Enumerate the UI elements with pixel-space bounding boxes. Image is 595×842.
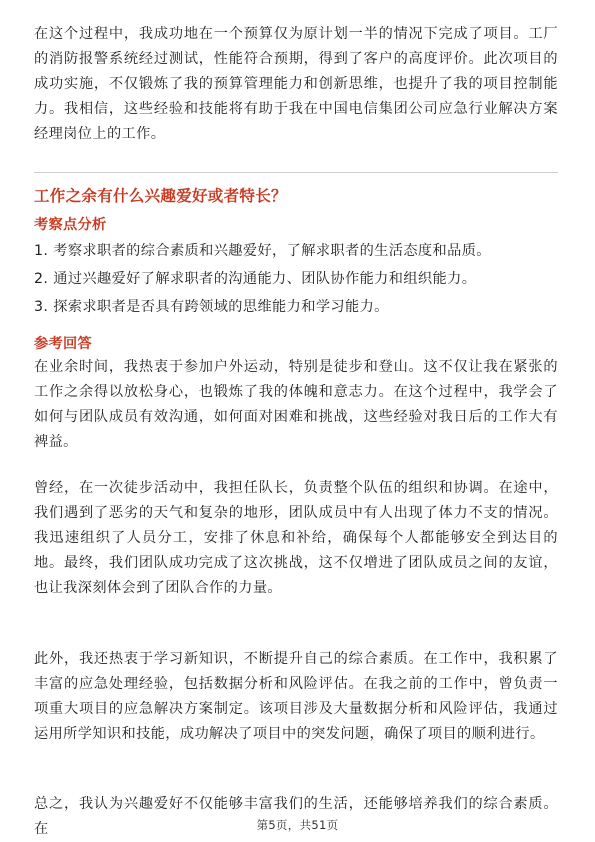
answer-label: 参考回答 [34,336,92,352]
answer-paragraph-2: 曾经，在一次徒步活动中，我担任队长，负责整个队伍的组织和协调。在途中，我们遇到了恶劣的天气和复杂的地形，团队成员中有人出现了体力不支的情况。我迅速组织了人员分工，安排了休息和补给，确保每个人都能够安全到达目的地。最终，我们团队成功完成了这次挑战，这不仅增进了团队成员之间的友谊，也让我深刻体会到了团队合作的力量。 [34,480,558,596]
analysis-item-2: 2. 通过兴趣爱好了解求职者的沟通能力、团队协作能力和组织能力。 [34,271,477,287]
answer-paragraph-1: 在业余时间，我热衷于参加户外运动，特别是徒步和登山。这不仅让我在紧张的工作之余得以放松身心，也锻炼了我的体魄和意志力。在这个过程中，我学会了如何与团队成员有效沟通，如何面对困难和挑战，这些经验对我日后的工作大有裨益。 [34,359,558,450]
answer-paragraph-4: 总之，我认为兴趣爱好不仅能够丰富我们的生活，还能够培养我们的综合素质。在 [34,796,558,837]
analysis-label: 考察点分析 [34,217,107,233]
analysis-item-1: 1. 考察求职者的综合素质和兴趣爱好，了解求职者的生活态度和品质。 [34,243,491,259]
intro-paragraph: 在这个过程中，我成功地在一个预算仅为原计划一半的情况下完成了项目。工厂的消防报警系统经过测试，性能符合预期，得到了客户的高度评价。此次项目的成功实施，不仅锻炼了我的预算管理能力和创新思维，也提升了我的项目控制能力。我相信，这些经验和技能将有助于我在中国电信集团公司应急行业解决方案经理岗位上的工作。 [34,26,558,142]
section-divider [34,172,558,173]
interview-question: 工作之余有什么兴趣爱好或者特长？ [34,187,287,205]
answer-paragraph-3: 此外，我还热衷于学习新知识，不断提升自己的综合素质。在工作中，我积累了丰富的应急处理经验，包括数据分析和风险评估。在我之前的工作中，曾负责一项重大项目的应急解决方案制定。该项目涉及大量数据分析和风险评估，我通过运用所学知识和技能，成功解决了项目中的突发问题，确保了项目的顺利进行。 [34,651,558,742]
page-number: 第5页，共51页 [256,818,339,832]
analysis-item-3: 3. 探索求职者是否具有跨领域的思维能力和学习能力。 [34,299,389,315]
